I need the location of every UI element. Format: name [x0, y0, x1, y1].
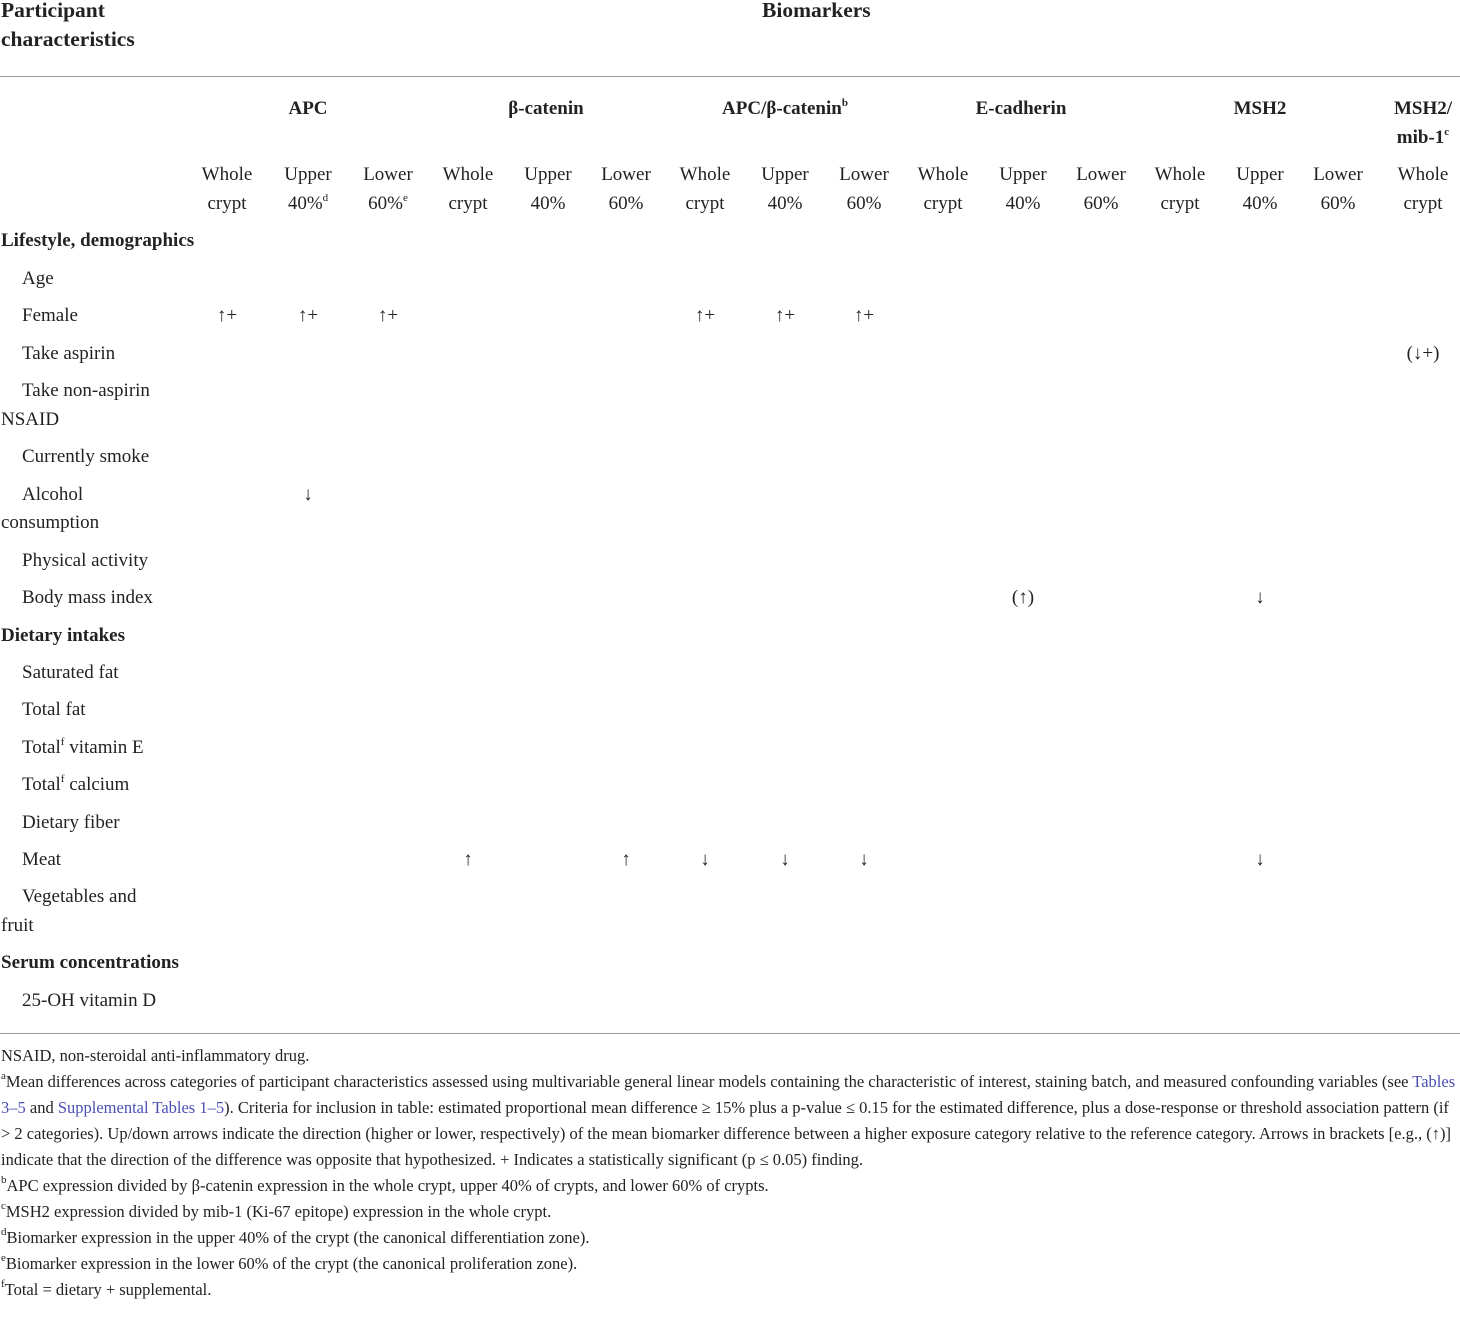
footnote-a: $^a$Mean differences across categories of participant characteristics assessed using multivariable general linear models containing the characteristic of interest, staining batch, and measured confounding variables (see Tables 3–5 and Supplemental Tables 1–5). Criteria for inclusion in table: estimated proportional mean difference ≥ 15% plus a p-value ≤ 0.15 for the estimated difference, plus a dose-response or threshold association pattern (if > 2 categories). Up/down arrows indicate the direction (higher or lower, respectively) of the mean biomarker difference between a higher exposure category relative to the reference category. Arrows in brackets [e.g., (↑)] indicate that the direction of the difference was opposite that hypothesized. + Indicates a statistically significant (p ≤ 0.05) finding.	[1, 1070, 1456, 1169]
cell-meat-bcat-whole: ↑	[463, 849, 473, 870]
row-label-female: Female	[22, 305, 78, 326]
footnote-e: $^e$Biomarker expression in the lower 60% of the crypt (the canonical proliferation zone).	[1, 1252, 578, 1273]
cell-meat-ratio-lower: ↓	[859, 849, 869, 870]
row-label-fiber: Dietary fiber	[22, 812, 120, 833]
cell-bmi-ecad-upper: (↑)	[1011, 587, 1035, 608]
row-label-bmi: Body mass index	[22, 587, 153, 608]
group-header-beta-catenin: β-catenin	[508, 98, 584, 119]
cell-female-apc-whole: ↑+	[216, 305, 238, 326]
top-rule	[0, 76, 1460, 77]
cell-aspirin-ratio2-whole: (↓+)	[1406, 343, 1440, 364]
row-label-nonaspirin-1: Take non-aspirin	[22, 380, 150, 401]
subcol-msh2-whole: Whole crypt	[1154, 164, 1206, 214]
cell-female-ratio-lower: ↑+	[853, 305, 875, 326]
cell-bmi-msh2-upper: ↓	[1255, 587, 1265, 608]
subcol-ecad-lower: Lower 60%	[1076, 164, 1126, 214]
supplemental-tables-link[interactable]: Supplemental Tables 1–5	[57, 1098, 225, 1117]
cell-meat-ratio-whole: ↓	[700, 849, 710, 870]
row-label-meat: Meat	[22, 849, 62, 870]
row-label-calcium: Total$^f$ calcium	[22, 773, 130, 795]
section-lifestyle: Lifestyle, demographics	[1, 230, 195, 251]
row-label-aspirin: Take aspirin	[22, 343, 116, 364]
row-label-veg-1: Vegetables and	[22, 886, 137, 907]
row-label-vitd: 25-OH vitamin D	[22, 990, 157, 1011]
row-label-nonaspirin-2: NSAID	[1, 409, 60, 430]
group-header-e-cadherin: E-cadherin	[975, 98, 1067, 119]
row-label-totalfat: Total fat	[22, 699, 86, 720]
subcol-bcat-lower: Lower 60%	[601, 164, 651, 214]
subcol-ecad-upper: Upper 40%	[999, 164, 1047, 214]
subcol-apc-upper: Upper 40%$^d$	[284, 164, 332, 214]
row-label-physical: Physical activity	[22, 550, 149, 571]
subcol-ratio-whole: Whole crypt	[679, 164, 731, 214]
row-label-veg-2: fruit	[1, 915, 34, 936]
participant-characteristics-header: Participant characteristics	[1, 0, 135, 51]
subcol-bcat-whole: Whole crypt	[442, 164, 494, 214]
subcol-ratio-upper: Upper 40%	[761, 164, 809, 214]
subcol-msh2-lower: Lower 60%	[1313, 164, 1363, 214]
section-serum: Serum concentrations	[1, 952, 179, 973]
subcol-ecad-whole: Whole crypt	[917, 164, 969, 214]
group-header-msh2: MSH2	[1233, 98, 1287, 119]
group-header-msh2-mib1: MSH2/ mib-1$^c$	[1393, 98, 1453, 148]
subcol-msh2-upper: Upper 40%	[1236, 164, 1284, 214]
row-label-age: Age	[22, 268, 54, 289]
cell-meat-ratio-upper: ↓	[780, 849, 790, 870]
section-dietary: Dietary intakes	[1, 625, 126, 646]
footnotes-block	[1, 1069, 1459, 1303]
cell-female-ratio-upper: ↑+	[774, 305, 796, 326]
subcol-apc-lower: Lower 60%$^e$	[363, 164, 413, 214]
cell-female-apc-lower: ↑+	[377, 305, 399, 326]
footnote-d: $^d$Biomarker expression in the upper 40% of the crypt (the canonical differentiation zone).	[1, 1226, 590, 1247]
bottom-rule	[0, 1033, 1460, 1034]
footnote-f: $^f$Total = dietary + supplemental.	[1, 1278, 212, 1299]
biomarkers-header: Biomarkers	[762, 0, 871, 22]
tables-link[interactable]: Tables 3–5	[1, 1072, 1456, 1117]
footnote-c: $^c$MSH2 expression divided by mib-1 (Ki-67 epitope) expression in the whole crypt.	[1, 1200, 552, 1221]
subcol-ratio-lower: Lower 60%	[839, 164, 889, 214]
cell-alcohol-apc-upper: ↓	[303, 484, 313, 505]
cell-meat-msh2-upper: ↓	[1255, 849, 1265, 870]
footnote-nsaid: NSAID, non-steroidal anti-inflammatory drug.	[1, 1046, 310, 1065]
group-header-apc: APC	[288, 98, 328, 119]
row-label-smoke: Currently smoke	[22, 446, 150, 467]
subcol-apc-whole: Whole crypt	[201, 164, 253, 214]
row-label-satfat: Saturated fat	[22, 662, 119, 683]
group-header-apc-beta-catenin: APC/β-catenin$^b$	[722, 97, 848, 119]
cell-female-apc-upper: ↑+	[297, 305, 319, 326]
subcol-ratio2-whole: Whole crypt	[1397, 164, 1449, 214]
footnote-b: $^b$APC expression divided by β-catenin expression in the whole crypt, upper 40% of crypts, and lower 60% of crypts.	[1, 1174, 769, 1195]
row-label-vitamin-e: Total$^f$ vitamin E	[22, 736, 144, 758]
subcol-bcat-upper: Upper 40%	[524, 164, 572, 214]
row-label-alcohol-1: Alcohol	[22, 484, 84, 505]
row-label-alcohol-2: consumption	[1, 512, 100, 533]
cell-female-ratio-whole: ↑+	[694, 305, 716, 326]
cell-meat-bcat-lower: ↑	[621, 849, 631, 870]
